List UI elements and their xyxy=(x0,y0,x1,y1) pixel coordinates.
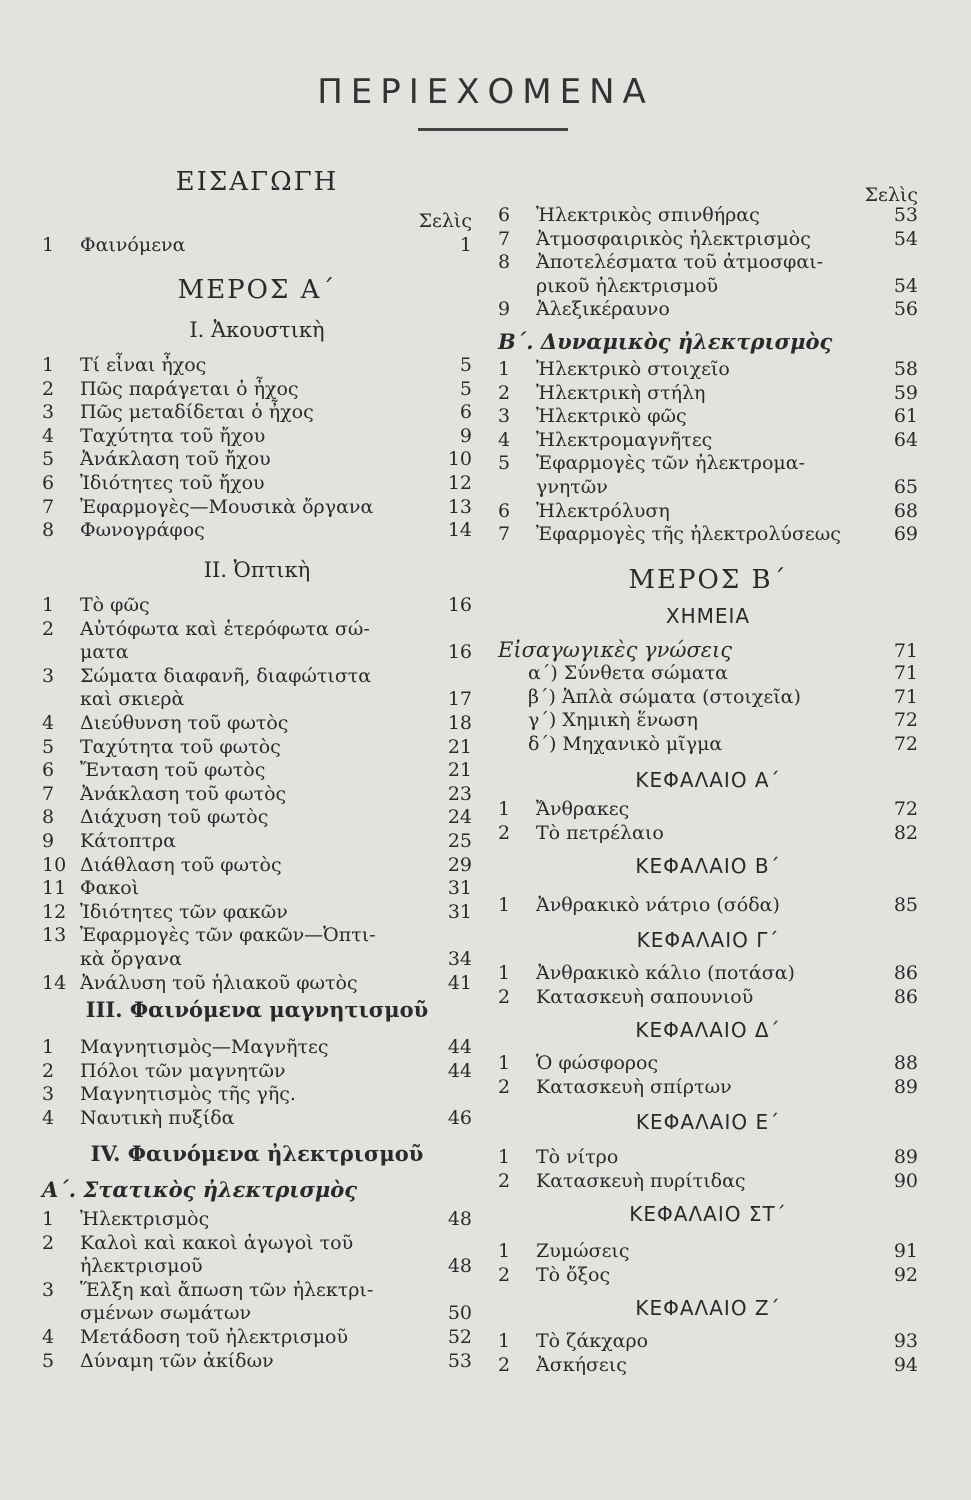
toc-row-page: 71 xyxy=(893,662,918,684)
toc-row-number: 7 xyxy=(42,495,55,518)
toc-row-title: α΄) Σύνθετα σώματα xyxy=(528,662,728,684)
toc-row xyxy=(498,403,918,429)
toc-row-title: Ἐφαρμογὲς τῆς ἠλεκτρολύσεως xyxy=(536,523,841,546)
toc-row-number: 7 xyxy=(498,227,511,250)
toc-row-title: Ἠλεκτρικὴ στήλη xyxy=(536,381,706,404)
toc-row-title: Κάτοπτρα xyxy=(80,830,176,852)
toc-row xyxy=(42,781,472,807)
toc-row xyxy=(42,686,472,712)
toc-row-title: Ἐφαρμογὲς τῶν φακῶν—Ὀπτι- xyxy=(80,924,376,947)
toc-row-title: Ἠλεκτρόλυση xyxy=(536,499,670,522)
toc-row-number: 11 xyxy=(42,877,67,900)
toc-row xyxy=(42,1081,472,1107)
toc-row-number: 4 xyxy=(42,424,55,447)
toc-row xyxy=(42,639,472,665)
toc-row-title: Διεύθυνση τοῦ φωτὸς xyxy=(80,712,289,734)
toc-row-title: δ΄) Μηχανικὸ μῖγμα xyxy=(528,732,723,755)
toc-row xyxy=(42,517,472,543)
toc-row xyxy=(42,804,472,830)
toc-row-page: 48 xyxy=(447,1255,472,1278)
toc-row xyxy=(498,474,918,500)
toc-row-page: 44 xyxy=(447,1059,472,1082)
chapter-b-heading: ΚΕΦΑΛΑΙΟ Β΄ xyxy=(635,854,781,878)
toc-row-page: 25 xyxy=(447,830,472,852)
toc-row xyxy=(42,1230,472,1256)
toc-row-number: 6 xyxy=(498,204,511,226)
toc-row-number: 2 xyxy=(42,1231,55,1254)
toc-row xyxy=(498,1074,918,1100)
toc-row xyxy=(498,249,918,275)
toc-row xyxy=(42,592,472,618)
toc-row xyxy=(498,892,918,918)
toc-row-page: 17 xyxy=(447,688,472,711)
toc-row xyxy=(498,1050,918,1076)
toc-row-page: 72 xyxy=(893,709,918,732)
toc-row xyxy=(498,226,918,252)
toc-row-title: σμένων σωμάτων xyxy=(80,1302,251,1325)
chapter-e-heading: ΚΕΦΑΛΑΙΟ Ε΄ xyxy=(635,1110,781,1134)
section-optics-heading: II. Ὀπτικὴ xyxy=(203,558,311,582)
toc-row-title: Καλοὶ καὶ κακοὶ ἀγωγοὶ τοῦ xyxy=(80,1231,354,1254)
toc-row-number: 14 xyxy=(42,971,67,994)
toc-row-page: 21 xyxy=(447,735,472,758)
toc-row xyxy=(42,1348,472,1374)
toc-row xyxy=(42,734,472,760)
toc-row-number: 4 xyxy=(42,712,55,734)
toc-row-title: ρικοῦ ἠλεκτρισμοῦ xyxy=(536,274,719,297)
toc-row-number: 5 xyxy=(498,452,511,475)
toc-row-page: 88 xyxy=(893,1052,918,1074)
toc-row-number: 2 xyxy=(498,1075,511,1098)
toc-row-page: 54 xyxy=(893,274,918,297)
toc-row-title: Μαγνητισμὸς—Μαγνῆτες xyxy=(80,1036,329,1058)
static-electricity-heading: Α΄. Στατικὸς ἠλεκτρισμὸς xyxy=(42,1177,358,1202)
toc-row xyxy=(42,376,472,402)
toc-row xyxy=(498,707,918,733)
toc-row-number: 6 xyxy=(498,499,511,522)
chemistry-heading: ΧΗΜΕΙΑ xyxy=(665,604,751,628)
toc-row-page: 21 xyxy=(447,759,472,782)
toc-row-title: Ἠλεκτρισμὸς xyxy=(80,1208,210,1230)
chapter-z-heading: ΚΕΦΑΛΑΙΟ Ζ΄ xyxy=(635,1296,781,1320)
toc-row-page: 16 xyxy=(447,594,472,616)
toc-row-number: 7 xyxy=(42,782,55,805)
toc-row-page: 23 xyxy=(447,782,472,805)
toc-row-page: 24 xyxy=(447,806,472,829)
toc-row-title: Τὸ φῶς xyxy=(80,594,150,616)
toc-row-title: κὰ ὄργανα xyxy=(80,948,182,970)
toc-row-page: 89 xyxy=(893,1075,918,1098)
toc-row xyxy=(42,352,472,378)
toc-row-page: 89 xyxy=(893,1146,918,1168)
toc-row-title: Πῶς μεταδίδεται ὁ ἦχος xyxy=(80,401,314,424)
toc-row-title: Ἔνταση τοῦ φωτὸς xyxy=(80,759,266,782)
toc-row xyxy=(498,273,918,299)
toc-row-title: Ἄνθρακες xyxy=(536,798,630,820)
toc-row xyxy=(42,922,472,948)
toc-row-number: 13 xyxy=(42,924,67,947)
toc-row-number: 1 xyxy=(498,894,511,916)
toc-row xyxy=(42,1058,472,1084)
toc-row-title: Σώματα διαφανῆ, διαφώτιστα xyxy=(80,664,372,687)
toc-row-title: Τὸ πετρέλαιο xyxy=(536,821,664,844)
toc-row xyxy=(42,470,472,496)
toc-row xyxy=(42,423,472,449)
toc-row-number: 1 xyxy=(498,962,511,984)
page-title: ΠΕΡΙΕΧΟΜΕΝΑ xyxy=(317,72,654,112)
toc-row-page: 29 xyxy=(447,853,472,876)
toc-row-page: 53 xyxy=(447,1349,472,1372)
toc-row xyxy=(498,498,918,524)
toc-row-page: 82 xyxy=(893,821,918,844)
toc-row-page: 13 xyxy=(447,495,472,518)
toc-row-page: 86 xyxy=(893,962,918,984)
toc-row-number: 12 xyxy=(42,900,67,923)
toc-row-title: Διάθλαση τοῦ φωτὸς xyxy=(80,853,282,876)
toc-row-title: Τί εἶναι ἦχος xyxy=(80,354,207,376)
section-magnetism-heading: III. Φαινόμενα μαγνητισμοῦ xyxy=(85,997,429,1022)
toc-row-page: 41 xyxy=(447,971,472,994)
toc-row xyxy=(498,1328,918,1354)
toc-row-title: Ἰδιότητες τοῦ ἤχου xyxy=(80,472,265,494)
toc-row-page: 9 xyxy=(459,424,472,447)
toc-row-page: 48 xyxy=(447,1208,472,1230)
toc-row-number: 9 xyxy=(42,830,55,852)
toc-row xyxy=(42,616,472,642)
toc-row xyxy=(498,1168,918,1194)
toc-row-number: 3 xyxy=(42,1278,55,1301)
toc-row-title: Ἀτμοσφαιρικὸς ἠλεκτρισμὸς xyxy=(536,227,811,250)
toc-row xyxy=(42,1034,472,1060)
toc-row-number: 1 xyxy=(498,798,511,820)
toc-row-page: 6 xyxy=(459,401,472,424)
toc-row-page: 1 xyxy=(459,234,472,256)
toc-row-page: 5 xyxy=(459,377,472,400)
toc-row xyxy=(42,446,472,472)
toc-row-number: 1 xyxy=(498,358,511,380)
toc-row xyxy=(498,450,918,476)
toc-row-page: 12 xyxy=(447,472,472,494)
toc-row-number: 5 xyxy=(42,448,55,471)
toc-row-title: Ἐφαρμογὲς—Μουσικὰ ὄργανα xyxy=(80,495,374,518)
toc-row xyxy=(498,1352,918,1378)
toc-row-title: ἠλεκτρισμοῦ xyxy=(80,1255,203,1278)
toc-row xyxy=(498,796,918,822)
toc-row-title: Μετάδοση τοῦ ἠλεκτρισμοῦ xyxy=(80,1326,349,1348)
toc-row-number: 2 xyxy=(42,617,55,640)
toc-row xyxy=(42,1300,472,1326)
toc-row-title: Ἐφαρμογὲς τῶν ἠλεκτρομα- xyxy=(536,452,805,475)
section-electricity-heading: IV. Φαινόμενα ἠλεκτρισμοῦ xyxy=(90,1141,424,1166)
toc-row-title: Ἠλεκτρικὸ στοιχεῖο xyxy=(536,358,730,380)
toc-row-page: 69 xyxy=(893,523,918,546)
toc-row-number: 4 xyxy=(498,428,511,451)
toc-row-page: 86 xyxy=(893,985,918,1008)
toc-row xyxy=(498,202,918,228)
toc-row-title: Φακοὶ xyxy=(80,877,140,900)
toc-row xyxy=(498,521,918,547)
toc-row-title: γ΄) Χημικὴ ἕνωση xyxy=(528,709,698,732)
toc-row-page: 64 xyxy=(893,428,918,451)
toc-row xyxy=(42,899,472,925)
toc-row-number: 1 xyxy=(42,594,55,616)
toc-row-number: 2 xyxy=(498,1263,511,1286)
toc-row-page: 54 xyxy=(893,227,918,250)
toc-row-page: 53 xyxy=(893,204,918,226)
toc-row-title: Μαγνητισμὸς τῆς γῆς. xyxy=(80,1083,296,1106)
toc-row xyxy=(498,960,918,986)
toc-row xyxy=(42,757,472,783)
toc-row-number: 3 xyxy=(42,1083,55,1106)
toc-row-page: 14 xyxy=(447,519,472,542)
toc-row-page: 34 xyxy=(447,948,472,970)
toc-row-number: 1 xyxy=(498,1240,511,1262)
toc-row-number: 4 xyxy=(42,1106,55,1129)
toc-row-page: 71 xyxy=(893,685,918,708)
intro-notes-heading: Εἰσαγωγικὲς γνώσεις xyxy=(498,638,733,662)
toc-row-page: 10 xyxy=(447,448,472,471)
page-label-right: Σελὶς xyxy=(864,184,918,206)
toc-row xyxy=(498,1238,918,1264)
toc-row-title: Διάχυση τοῦ φωτὸς xyxy=(80,806,269,829)
toc-row-page: 31 xyxy=(447,900,472,923)
toc-row-title: Τὸ ζάκχαρο xyxy=(536,1330,649,1352)
dynamic-electricity-heading: Β΄. Δυναμικὸς ἠλεκτρισμὸς xyxy=(498,329,833,354)
toc-row-title: Ἀνάλυση τοῦ ἡλιακοῦ φωτὸς xyxy=(80,971,358,994)
toc-row-title: Ἀνθρακικὸ κάλιο (ποτάσα) xyxy=(536,962,795,984)
toc-row-title: Τὸ νίτρο xyxy=(536,1146,619,1168)
toc-row xyxy=(42,970,472,996)
toc-row-number: 8 xyxy=(42,519,55,542)
toc-row-number: 1 xyxy=(42,1036,55,1058)
toc-row-number: 2 xyxy=(498,381,511,404)
toc-row-page: 52 xyxy=(447,1326,472,1348)
toc-row xyxy=(42,710,472,736)
toc-row-page: 61 xyxy=(893,405,918,428)
toc-row-page: 92 xyxy=(893,1263,918,1286)
toc-row-number: 9 xyxy=(498,298,511,321)
toc-row-page: 65 xyxy=(893,476,918,498)
toc-row-title: Ἠλεκτρικὸς σπινθήρας xyxy=(536,204,760,226)
toc-row-page: 93 xyxy=(893,1330,918,1352)
toc-row-page: 44 xyxy=(447,1036,472,1058)
toc-row-title: β΄) Ἁπλὰ σώματα (στοιχεῖα) xyxy=(528,685,801,708)
page-label-left: Σελὶς xyxy=(418,210,472,232)
toc-row-page: 5 xyxy=(459,354,472,376)
toc-row-page: 16 xyxy=(447,641,472,664)
toc-row-title: Φαινόμενα xyxy=(80,234,186,256)
toc-row-number: 3 xyxy=(42,664,55,687)
toc-row xyxy=(498,1144,918,1170)
toc-row xyxy=(42,828,472,854)
chapter-c-heading: ΚΕΦΑΛΑΙΟ Γ΄ xyxy=(636,928,780,952)
toc-row-number: 1 xyxy=(42,234,55,256)
toc-row-number: 1 xyxy=(42,1208,55,1230)
toc-row-title: Τὸ ὄξος xyxy=(536,1263,611,1286)
toc-row-title: Ἀνάκλαση τοῦ ἤχου xyxy=(80,448,271,471)
toc-row-number: 2 xyxy=(498,985,511,1008)
toc-row xyxy=(42,852,472,878)
toc-row-number: 8 xyxy=(498,251,511,274)
toc-row xyxy=(42,1324,472,1350)
toc-row-title: Ὁ φώσφορος xyxy=(536,1052,659,1074)
toc-row-number: 6 xyxy=(42,759,55,782)
toc-row xyxy=(42,663,472,689)
toc-row xyxy=(42,1277,472,1303)
toc-row-number: 2 xyxy=(42,1059,55,1082)
toc-row-title: Ἰδιότητες τῶν φακῶν xyxy=(80,900,288,923)
toc-row-title: Ἀποτελέσματα τοῦ ἀτμοσφαι- xyxy=(536,251,824,274)
toc-row xyxy=(42,494,472,520)
toc-row xyxy=(42,1206,472,1232)
chapter-d-heading: ΚΕΦΑΛΑΙΟ Δ΄ xyxy=(635,1018,781,1042)
toc-row-title: Πόλοι τῶν μαγνητῶν xyxy=(80,1059,286,1082)
toc-row xyxy=(42,232,472,258)
toc-row-title: Αὐτόφωτα καὶ ἑτερόφωτα σώ- xyxy=(80,617,370,640)
toc-row xyxy=(498,820,918,846)
toc-row-number: 7 xyxy=(498,523,511,546)
intro-heading: ΕΙΣΑΓΩΓΗ xyxy=(175,167,339,197)
toc-row-title: καὶ σκιερὰ xyxy=(80,688,185,711)
toc-row-title: Ναυτικὴ πυξίδα xyxy=(80,1106,235,1129)
toc-row-number: 8 xyxy=(42,806,55,829)
toc-row xyxy=(498,356,918,382)
toc-row-page: 18 xyxy=(447,712,472,734)
part-a-heading: ΜΕΡΟΣ Α΄ xyxy=(177,275,337,305)
toc-row-number: 10 xyxy=(42,853,67,876)
toc-row-number: 1 xyxy=(42,354,55,376)
toc-row-page: 56 xyxy=(893,298,918,321)
toc-row-number: 4 xyxy=(42,1326,55,1348)
toc-row xyxy=(498,296,918,322)
toc-row-number: 3 xyxy=(42,401,55,424)
toc-row xyxy=(42,1105,472,1131)
toc-row-title: Ἀσκήσεις xyxy=(536,1353,627,1376)
part-b-heading: ΜΕΡΟΣ Β΄ xyxy=(628,565,788,595)
toc-row-page: 94 xyxy=(893,1353,918,1376)
toc-row-title: Κατασκευὴ πυρίτιδας xyxy=(536,1169,746,1192)
toc-row-page: 50 xyxy=(447,1302,472,1325)
toc-row xyxy=(498,731,918,757)
toc-row-page: 72 xyxy=(893,798,918,820)
toc-row-title: Ταχύτητα τοῦ φωτὸς xyxy=(80,735,281,758)
toc-row xyxy=(498,380,918,406)
toc-row-title: Κατασκευὴ σπίρτων xyxy=(536,1075,732,1098)
title-underline xyxy=(418,128,568,131)
toc-row xyxy=(498,984,918,1010)
toc-row-title: Ζυμώσεις xyxy=(536,1240,630,1262)
toc-row-number: 2 xyxy=(498,1353,511,1376)
toc-row-number: 3 xyxy=(498,405,511,428)
toc-row-title: Κατασκευὴ σαπουνιοῦ xyxy=(536,985,754,1008)
toc-row-page: 91 xyxy=(893,1240,918,1262)
toc-row-page: 58 xyxy=(893,358,918,380)
toc-row-title: Ταχύτητα τοῦ ἤχου xyxy=(80,424,266,447)
toc-row xyxy=(42,875,472,901)
toc-row-title: Ἀνθρακικὸ νάτριο (σόδα) xyxy=(536,894,780,916)
toc-row-page: 90 xyxy=(893,1169,918,1192)
toc-row-title: Ἀλεξικέραυνο xyxy=(536,298,670,321)
intro-notes-page: 71 xyxy=(893,640,918,662)
toc-row-page: 85 xyxy=(893,894,918,916)
toc-row-title: Ἕλξη καὶ ἄπωση τῶν ἠλεκτρι- xyxy=(80,1278,374,1301)
toc-row xyxy=(498,660,918,686)
toc-row-number: 5 xyxy=(42,1349,55,1372)
toc-row-number: 2 xyxy=(498,1169,511,1192)
toc-row xyxy=(42,1253,472,1279)
toc-row-title: Ἠλεκτρομαγνῆτες xyxy=(536,428,713,451)
toc-row xyxy=(42,399,472,425)
toc-row-title: Πῶς παράγεται ὁ ἦχος xyxy=(80,377,299,400)
toc-row-page: 72 xyxy=(893,732,918,755)
toc-row-number: 1 xyxy=(498,1146,511,1168)
toc-row xyxy=(42,946,472,972)
toc-row-title: ματα xyxy=(80,641,129,664)
toc-row xyxy=(498,427,918,453)
toc-row-number: 6 xyxy=(42,472,55,494)
chapter-a-heading: ΚΕΦΑΛΑΙΟ Α΄ xyxy=(635,768,781,792)
toc-row-page: 31 xyxy=(447,877,472,900)
toc-row xyxy=(498,1262,918,1288)
toc-row-title: γνητῶν xyxy=(536,476,608,498)
toc-row-number: 2 xyxy=(42,377,55,400)
toc-row-title: Φωνογράφος xyxy=(80,519,205,542)
chapter-st-heading: ΚΕΦΑΛΑΙΟ ΣΤ΄ xyxy=(629,1202,787,1226)
toc-row-number: 2 xyxy=(498,821,511,844)
toc-row-number: 1 xyxy=(498,1052,511,1074)
toc-row-number: 1 xyxy=(498,1330,511,1352)
toc-row-page: 46 xyxy=(447,1106,472,1129)
toc-row xyxy=(498,684,918,710)
toc-row-page: 59 xyxy=(893,381,918,404)
toc-row-number: 5 xyxy=(42,735,55,758)
toc-row-title: Ἠλεκτρικὸ φῶς xyxy=(536,405,687,428)
toc-row-title: Δύναμη τῶν ἀκίδων xyxy=(80,1349,274,1372)
toc-row-title: Ἀνάκλαση τοῦ φωτὸς xyxy=(80,782,287,805)
toc-row-page: 68 xyxy=(893,499,918,522)
section-acoustics-heading: I. Ἀκουστικὴ xyxy=(189,318,325,342)
